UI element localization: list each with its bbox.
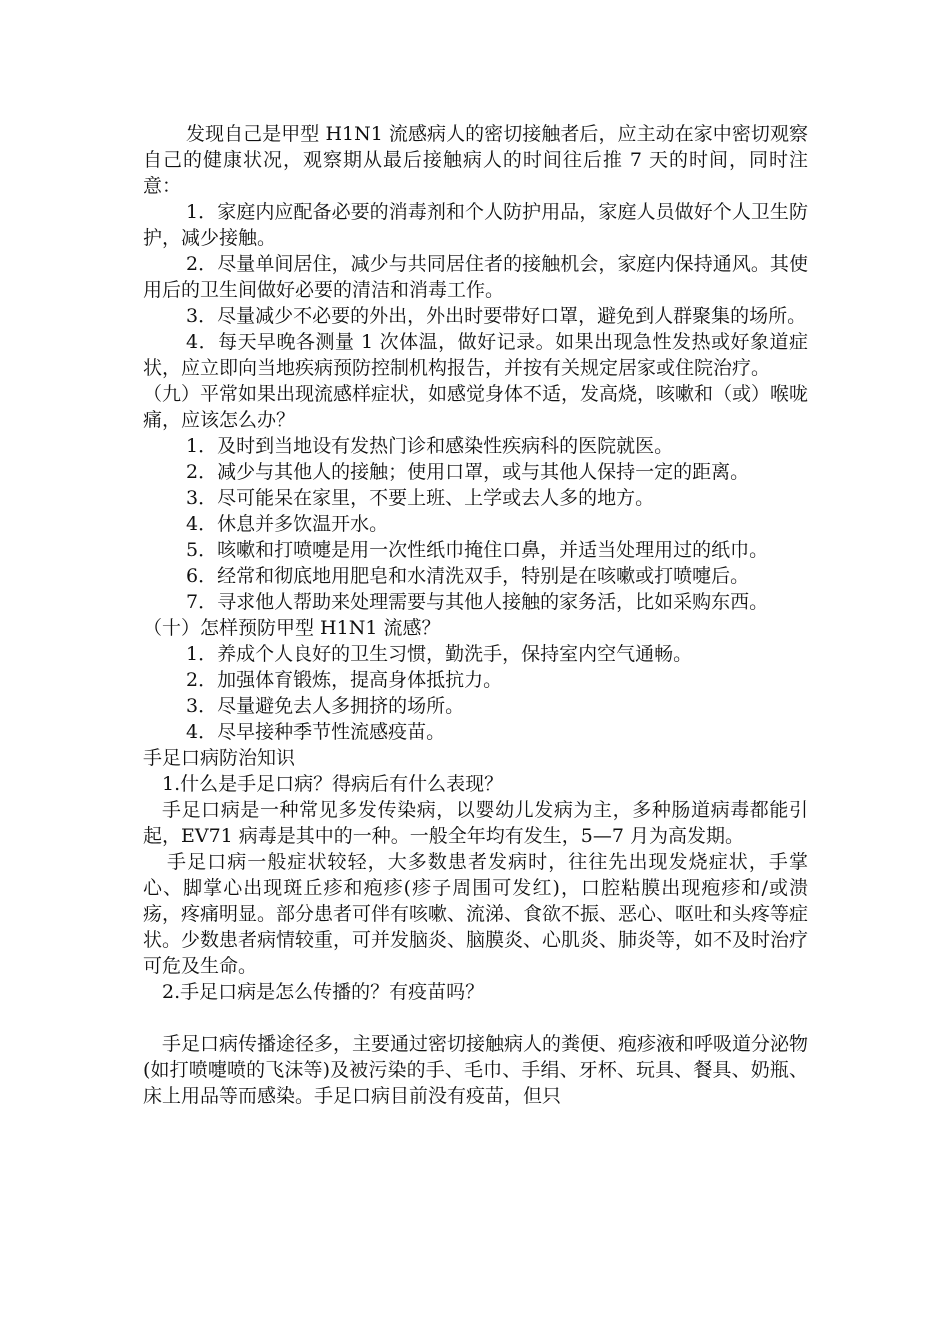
- paragraph-prevention-item-2: 2．加强体育锻炼，提高身体抵抗力。: [186, 669, 503, 691]
- paragraph-flu-symptom-item-5: 5．咳嗽和打喷嚏是用一次性纸巾掩住口鼻，并适当处理用过的纸巾。: [186, 539, 769, 561]
- heading-hfmd-question-2: 2.手足口病是怎么传播的？有疫苗吗？: [162, 981, 485, 1003]
- paragraph-close-contact-item-1: 1．家庭内应配备必要的消毒剂和个人防护用品，家庭人员做好个人卫生防护，减少接触。: [143, 201, 808, 249]
- paragraph-prevention-item-3: 3．尽量避免去人多拥挤的场所。: [186, 695, 465, 717]
- paragraph-prevention-item-1: 1．养成个人良好的卫生习惯，勤洗手，保持室内空气通畅。: [186, 643, 693, 665]
- paragraph-hfmd-transmission: 手足口病传播途径多，主要通过密切接触病人的粪便、疱疹液和呼吸道分泌物(如打喷嚏喷的飞沫等)及被污染的手、毛巾、手绢、牙杯、玩具、餐具、奶瓶、床上用品等而感染。手足口病目前没有疫苗，但只: [143, 1033, 809, 1107]
- paragraph-close-contact-item-3: 3．尽量减少不必要的外出，外出时要带好口罩，避免到人群聚集的场所。: [186, 305, 807, 327]
- heading-section-10: （十）怎样预防甲型 H1N1 流感？: [143, 617, 441, 639]
- paragraph-flu-symptom-item-1: 1．及时到当地设有发热门诊和感染性疾病科的医院就医。: [186, 435, 674, 457]
- paragraph-close-contact-item-2: 2．尽量单间居住，减少与共同居住者的接触机会，家庭内保持通风。其使用后的卫生间做好必要的清洁和消毒工作。: [143, 253, 808, 301]
- paragraph-prevention-item-4: 4．尽早接种季节性流感疫苗。: [186, 721, 446, 743]
- blank-line: [143, 1005, 808, 1031]
- paragraph-hfmd-symptoms: 手足口病一般症状较轻，大多数患者发病时，往往先出现发烧症状，手掌心、脚掌心出现斑丘疹和疱疹(疹子周围可发红)，口腔粘膜出现疱疹和/或溃疡，疼痛明显。部分患者可伴有咳嗽、流涕、食欲不振、恶心、呕吐和头疼等症状。少数患者病情较重，可并发脑炎、脑膜炎、心肌炎、肺炎等，如不及时治疗可危及生命。: [143, 851, 809, 977]
- paragraph-flu-symptom-item-7: 7．寻求他人帮助来处理需要与其他人接触的家务活，比如采购东西。: [186, 591, 769, 613]
- paragraph-flu-symptom-item-4: 4．休息并多饮温开水。: [186, 513, 389, 535]
- heading-hfmd-knowledge: 手足口病防治知识: [143, 747, 296, 769]
- paragraph-close-contact-item-4: 4．每天早晚各测量 1 次体温，做好记录。如果出现急性发热或好象道症状，应立即向当地疾病预防控制机构报告，并按有关规定居家或住院治疗。: [143, 331, 808, 379]
- paragraph-flu-symptom-item-3: 3．尽可能呆在家里，不要上班、上学或去人多的地方。: [186, 487, 655, 509]
- heading-hfmd-question-1: 1.什么是手足口病？得病后有什么表现？: [162, 773, 504, 795]
- paragraph-flu-symptom-item-2: 2．减少与其他人的接触；使用口罩，或与其他人保持一定的距离。: [186, 461, 750, 483]
- paragraph-hfmd-definition: 手足口病是一种常见多发传染病，以婴幼儿发病为主，多种肠道病毒都能引起，EV71 病毒是其中的一种。一般全年均有发生，5—7 月为高发期。: [143, 799, 808, 847]
- paragraph-flu-symptom-item-6: 6．经常和彻底地用肥皂和水清洗双手，特别是在咳嗽或打喷嚏后。: [186, 565, 750, 587]
- heading-section-9: （九）平常如果出现流感样症状，如感觉身体不适，发高烧，咳嗽和（或）喉咙痛，应该怎么办？: [143, 383, 809, 431]
- paragraph-close-contact-intro: 发现自己是甲型 H1N1 流感病人的密切接触者后，应主动在家中密切观察自己的健康状况，观察期从最后接触病人的时间往后推 7 天的时间，同时注意：: [143, 123, 808, 197]
- document-body: [143, 121, 808, 1109]
